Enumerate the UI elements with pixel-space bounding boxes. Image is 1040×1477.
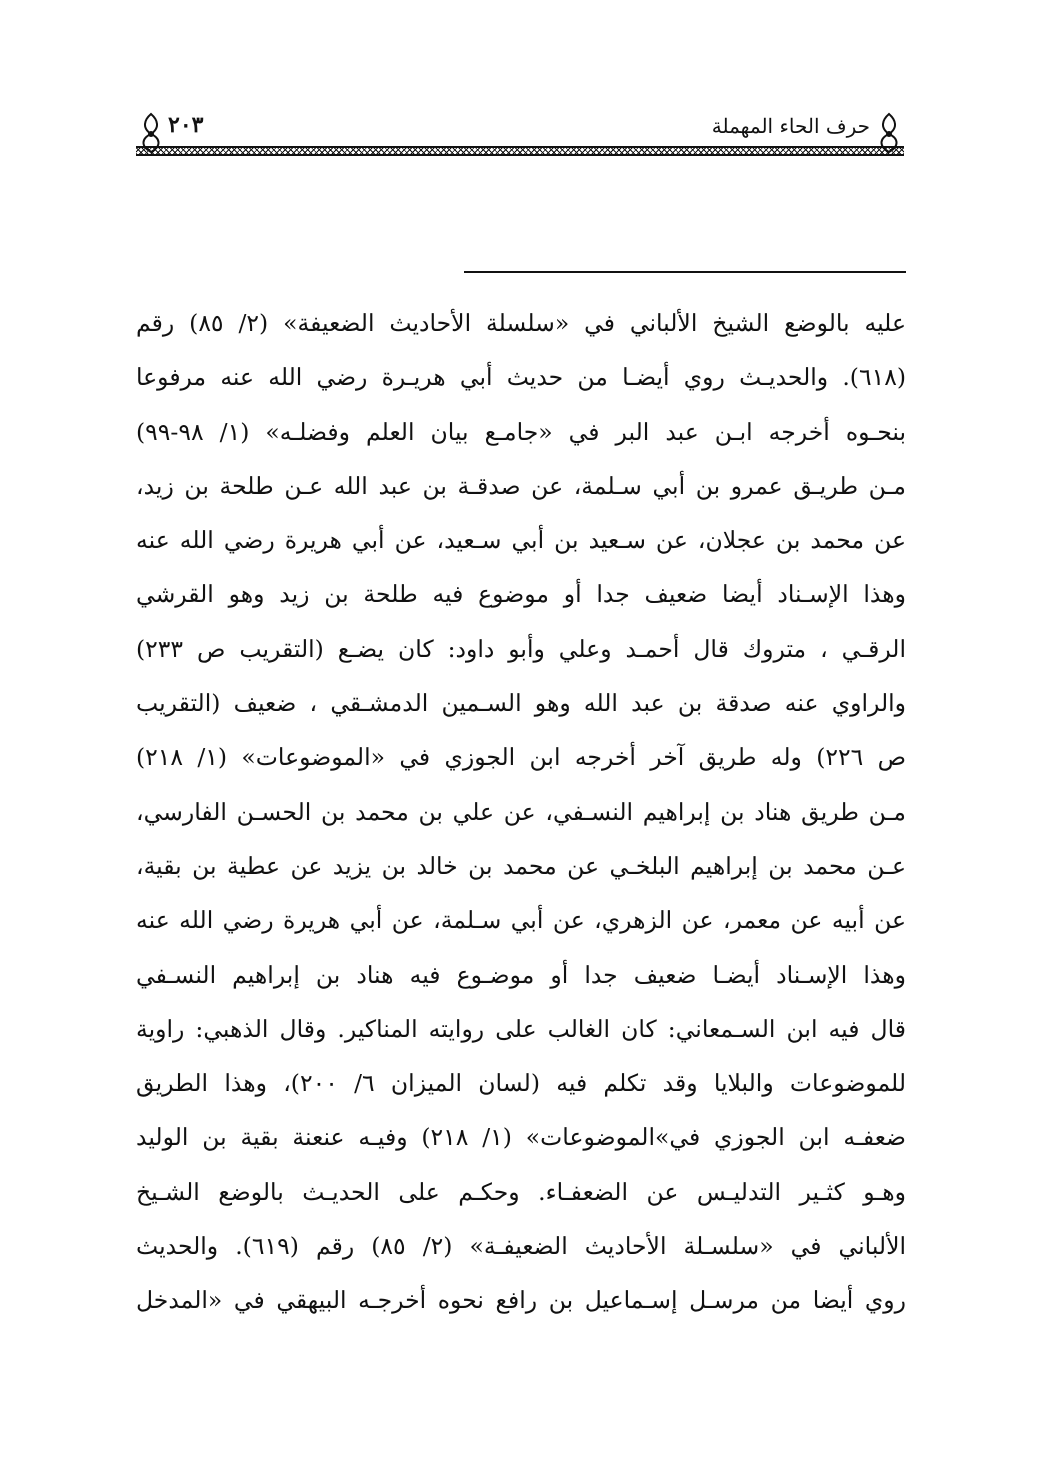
text-line: وهذا الإسـناد أيضا ضعيف جدا أو موضوع فيه طلحة بن زيد وهو القرشي [136, 580, 906, 609]
text-line: عن محمد بن عجلان، عن سـعيد بن أبي سـعيد، عن أبي هريرة رضي الله عنه [136, 526, 906, 555]
header-decorative-rule [136, 146, 904, 156]
text-line: للموضوعات والبلايا وقد تكلم فيه (لسان الميزان ٦/ ٢٠٠)، وهذا الطريق [136, 1069, 906, 1098]
text-line: والراوي عنه صدقة بن عبد الله وهو السـمين الدمشـقي ، ضعيف (التقريب [136, 689, 906, 718]
text-line: وهـو كثـير التدليـس عن الضعفـاء. وحكـم على الحديـث بالوضع الشـيخ [136, 1177, 906, 1206]
text-line: ضعفـه ابن الجوزي في»الموضوعات» (١/ ٢١٨) وفيـه عنعنة بقية بن الوليد [136, 1123, 906, 1152]
text-line: الألباني في «سلسـلة الأحاديث الضعيفـة» (٢/ ٨٥) رقم (٦١٩). والحديث [136, 1232, 906, 1261]
text-line: مـن طريـق عمرو بن أبي سـلمة، عن صدقـة بن عبد الله عـن طلحة بن زيد، [136, 471, 906, 500]
text-line: بنحـوه أخرجه ابـن عبد البر في «جامـع بيان العلم وفضلـه» (١/ ٩٨-٩٩) [136, 417, 906, 446]
text-line: قال فيه ابن السـمعاني: كان الغالب على روايته المناكير. وقال الذهبي: راوية [136, 1014, 906, 1043]
footnote-separator [464, 271, 906, 273]
running-header-title: حرف الحاء المهملة [711, 114, 870, 138]
page-header [136, 112, 904, 162]
page-number: ٢٠٣ [168, 112, 204, 138]
text-line: عليه بالوضع الشيخ الألباني في «سلسلة الأحاديث الضعيفة» (٢/ ٨٥) رقم [136, 309, 906, 337]
text-line: ص ٢٢٦) وله طريق آخر أخرجه ابن الجوزي في «الموضوعات» (١/ ٢١٨) [136, 743, 906, 772]
text-line: عن أبيه عن معمر، عن الزهري، عن أبي سـلمة، عن أبي هريرة رضي الله عنه [136, 906, 906, 935]
text-line: الرقـي ، متروك قال أحمـد وعلي وأبو داود: كان يضـع (التقريب ص ٢٣٣) [136, 634, 906, 663]
footnote-text [136, 296, 906, 1328]
text-line: (٦١٨). والحديـث روي أيضـا من حديث أبي هريـرة رضي الله عنه مرفوعا [136, 363, 906, 392]
text-line: مـن طريق هناد بن إبراهيم النسـفي، عن علي بن محمد بن الحسـن الفارسي، [136, 797, 906, 826]
text-line: روي أيضا من مرسـل إسـماعيل بن رافع نحوه أخرجـه البيهقي في «المدخل [136, 1286, 906, 1315]
text-line: وهذا الإسـناد أيضـا ضعيف جدا أو موضـوع فيه هناد بن إبراهيم النسـفي [136, 960, 906, 989]
text-line: عـن محمد بن إبراهيم البلخـي عن محمد بن خالد بن يزيد عن عطية بن بقية، [136, 851, 906, 880]
